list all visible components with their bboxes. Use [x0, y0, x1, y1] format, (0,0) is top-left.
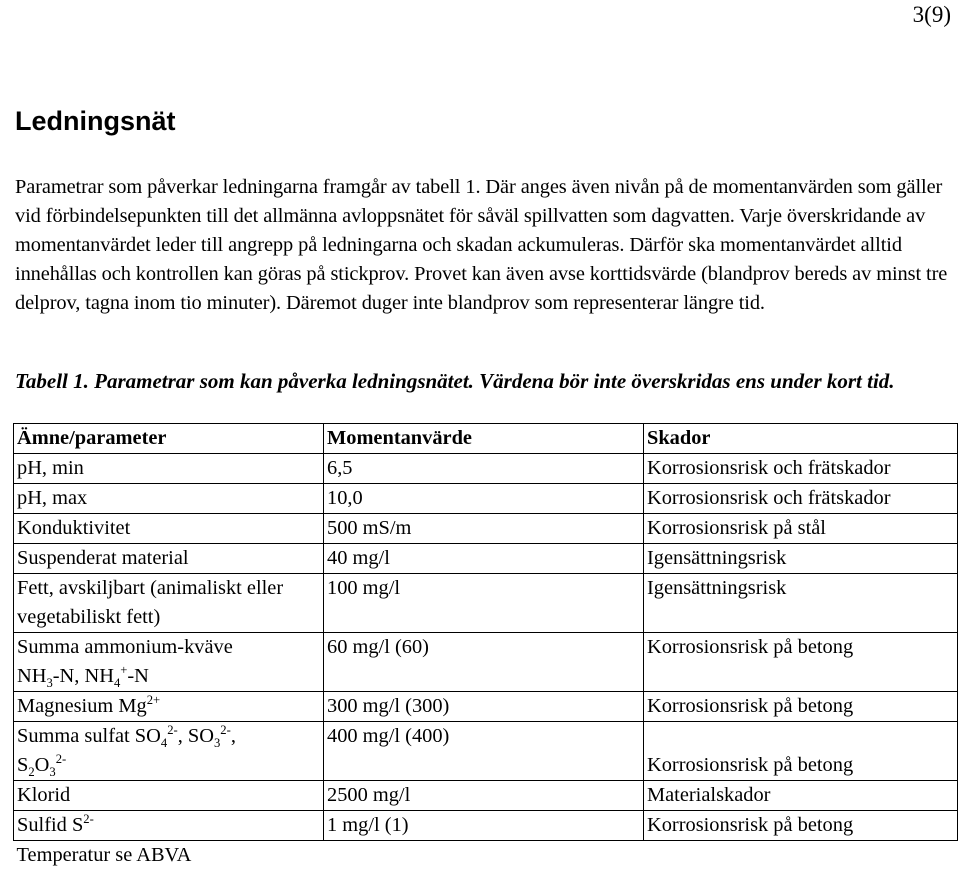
- cell-damage: [644, 841, 958, 871]
- cell-parameter: [14, 692, 324, 722]
- cell-damage: Igensättningsrisk: [644, 544, 958, 574]
- parameter-table: [13, 423, 958, 870]
- cell-value: 500 mS/m: [324, 514, 644, 544]
- cell-damage: Igensättningsrisk: [644, 574, 958, 633]
- header-damage: Skador: [644, 424, 958, 454]
- table-caption: Tabell 1. Parametrar som kan påverka ledningsnätet. Värdena bör inte överskridas ens under kort tid.: [15, 369, 895, 393]
- intro-paragraph: Parametrar som påverkar ledningarna framgår av tabell 1. Där anges även nivån på de momentanvärden som gäller vid förbindelsepunkten till det allmänna avloppsnätet för såväl spillvatten som dagvatten. Varje överskridande av momentanvärdet leder till angrepp på ledningarna och skadan ackumuleras. Därför ska momentanvärdet alltid innehållas och kontrollen kan göras på stickprov. Provet kan även avse korttidsvärde (blandprov bereds av minst tre delprov, tagna inom tio minuter). Däremot duger inte blandprov som representerar längre tid.: [15, 176, 948, 314]
- formula-subscript: 4: [160, 736, 168, 751]
- table-row: [14, 544, 958, 574]
- cell-parameter: Klorid: [14, 781, 324, 811]
- formula-superscript: 2-: [55, 752, 67, 767]
- cell-value: [324, 841, 644, 871]
- cell-parameter: pH, min: [14, 454, 324, 484]
- formula-superscript: 2+: [146, 693, 161, 708]
- formula-superscript: +: [120, 663, 128, 678]
- formula-superscript: 2-: [167, 723, 178, 738]
- cell-parameter: Suspenderat material: [14, 544, 324, 574]
- formula-text: Sulfid S: [17, 814, 84, 836]
- cell-damage: Korrosionsrisk på betong: [644, 722, 958, 781]
- cell-damage: Korrosionsrisk på stål: [644, 514, 958, 544]
- table-row: [14, 811, 958, 841]
- param-line: Summa ammonium-kväve: [17, 636, 233, 658]
- formula-text: , SO: [177, 725, 214, 747]
- section-heading: Ledningsnät: [15, 106, 176, 136]
- cell-damage: Materialskador: [644, 781, 958, 811]
- page-number: 3(9): [912, 2, 951, 27]
- cell-damage: Korrosionsrisk och frätskador: [644, 484, 958, 514]
- cell-damage: Korrosionsrisk och frätskador: [644, 454, 958, 484]
- table-row: [14, 633, 958, 692]
- formula-text: S: [17, 754, 29, 776]
- cell-value: 6,5: [324, 454, 644, 484]
- cell-parameter: Fett, avskiljbart (animaliskt eller vegetabiliskt fett): [14, 574, 324, 633]
- formula-text: Summa sulfat SO: [17, 725, 161, 747]
- table-row: [14, 722, 958, 781]
- cell-value: 300 mg/l (300): [324, 692, 644, 722]
- formula-subscript: 3: [213, 736, 221, 751]
- table-header-row: [14, 424, 958, 454]
- formula-subscript: 3: [49, 765, 56, 780]
- formula-subscript: 4: [113, 676, 121, 691]
- table-row: [14, 514, 958, 544]
- formula-text: Magnesium Mg: [17, 695, 147, 717]
- cell-parameter: Temperatur se ABVA: [16, 844, 192, 866]
- cell-damage: Korrosionsrisk på betong: [644, 692, 958, 722]
- table-row: [14, 484, 958, 514]
- formula-text: O: [34, 754, 50, 776]
- cell-value: 2500 mg/l: [324, 781, 644, 811]
- header-parameter: Ämne/parameter: [14, 424, 324, 454]
- cell-parameter: [14, 633, 324, 692]
- cell-parameter: Konduktivitet: [14, 514, 324, 544]
- formula-superscript: 2-: [220, 723, 231, 738]
- table-row: [14, 841, 958, 871]
- formula-subscript: 2: [28, 765, 35, 780]
- cell-value: 10,0: [324, 484, 644, 514]
- formula-text: -N: [127, 665, 149, 687]
- formula-superscript: 2-: [83, 812, 94, 827]
- formula-text: ,: [230, 725, 236, 747]
- formula-subscript: 3: [46, 676, 53, 691]
- cell-value: 60 mg/l (60): [324, 633, 644, 692]
- cell-parameter: pH, max: [14, 484, 324, 514]
- table-row: [14, 454, 958, 484]
- header-momentary-value: Momentanvärde: [324, 424, 644, 454]
- cell-damage: Korrosionsrisk på betong: [644, 811, 958, 841]
- formula-text: -N, NH: [52, 665, 114, 687]
- cell-value: 100 mg/l: [324, 574, 644, 633]
- table-row: [14, 574, 958, 633]
- cell-value: 40 mg/l: [324, 544, 644, 574]
- table-row: [14, 781, 958, 811]
- cell-parameter: [14, 722, 324, 781]
- cell-parameter: [14, 811, 324, 841]
- cell-value: 1 mg/l (1): [324, 811, 644, 841]
- table-row: [14, 692, 958, 722]
- cell-damage: Korrosionsrisk på betong: [644, 633, 958, 692]
- formula-text: NH: [17, 665, 47, 687]
- cell-value: 400 mg/l (400): [324, 722, 644, 781]
